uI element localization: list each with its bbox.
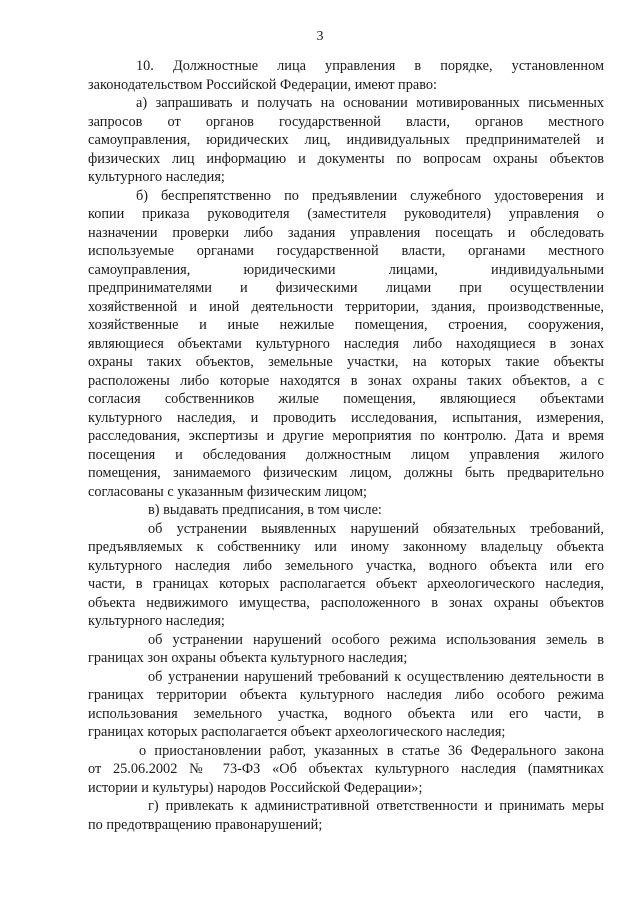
text-line: предпринимателями и физическими лицами при осуществлении: [88, 280, 604, 296]
text-line: культурного наследия, и проводить исследования, испытания, измерения,: [88, 409, 604, 426]
text-line: хозяйственные и иные нежилые помещения, строения, сооружения,: [88, 317, 604, 333]
paragraph: [88, 187, 604, 502]
text-line: охраны таких объектов, земельные участки, на которых такие объекты: [88, 354, 604, 370]
text-line: культурного наследия;: [88, 613, 225, 629]
text-line: объекта недвижимого имущества, расположенного в зонах охраны объектов: [88, 594, 604, 611]
text-line: 10. Должностные лица управления в порядке, установленном: [136, 58, 604, 74]
text-line: расследования, экспертизы и другие мероприятия по контролю. Дата и время: [88, 428, 604, 444]
text-line: о приостановлении работ, указанных в статье 36 Федерального закона: [139, 742, 604, 759]
text-line: самоуправления, юридических лиц, индивидуальных предпринимателей и: [88, 132, 604, 148]
text-line: б) беспрепятственно по предъявлении служебного удостоверения и: [136, 187, 604, 204]
text-line: границах территории объекта культурного наследия либо особого режима: [88, 687, 604, 703]
text-line: границах зон охраны объекта культурного наследия;: [88, 650, 408, 666]
text-line: копии приказа руководителя (заместителя руководителя) управления о: [88, 206, 604, 222]
text-line: законодательством Российской Федерации, имеют право:: [88, 76, 437, 93]
paragraph: [88, 631, 604, 668]
text-line: согласия собственников жилые помещения, являющиеся объектами: [88, 391, 604, 407]
text-line: хозяйственной и иной деятельности территории, здания, производственные,: [88, 298, 604, 315]
text-line: самоуправления, юридическими лицами, индивидуальными: [88, 261, 604, 278]
text-line: предъявляемых к собственнику или иному законному владельцу объекта: [88, 539, 604, 555]
text-line: физических лиц информацию и документы по вопросам охраны объектов: [88, 150, 604, 167]
text-line: помещения, занимаемого физическим лицом, должны быть предварительно: [88, 465, 604, 481]
paragraph: [88, 742, 604, 798]
text-line: посещения и обследования должностным лицом управления жилого: [88, 446, 604, 463]
text-line: г) привлекать к административной ответственности и принимать меры: [148, 798, 604, 814]
paragraph: [88, 94, 604, 187]
text-line: согласованы с указанным физическим лицом;: [88, 483, 368, 500]
text-line: границах которых располагается объект археологического наследия;: [88, 724, 506, 740]
paragraph: [88, 520, 604, 631]
paragraph: [88, 668, 604, 742]
text-line: истории и культуры) народов Российской Федерации»;: [88, 779, 423, 796]
text-line: от 25.06.2002 № 73-ФЗ «Об объектах культурного наследия (памятниках: [88, 761, 604, 777]
text-line: в) выдавать предписания, в том числе:: [148, 502, 382, 518]
text-line: части, в границах которых располагается объект археологического наследия,: [88, 576, 604, 592]
text-line: запросов от органов государственной власти, органов местного: [88, 113, 604, 130]
text-line: используемые органами государственной власти, органами местного: [88, 243, 604, 259]
text-line: назначении проверки либо задания управления посещать и обследовать: [88, 224, 604, 241]
text-line: культурного наследия;: [88, 169, 225, 185]
text-line: культурного наследия либо земельного участка, водного объекта или его: [88, 557, 604, 574]
paragraph: [88, 797, 604, 834]
page-number: 3: [316, 29, 324, 44]
text-line: об устранении нарушений особого режима использования земель в: [148, 631, 604, 648]
document-body: [88, 57, 604, 834]
text-line: расположены либо которые находятся в зонах охраны таких объектов, а с: [88, 372, 604, 389]
text-line: использования земельного участка, водного объекта или его части, в: [88, 705, 604, 722]
paragraph: [88, 57, 604, 94]
text-line: по предотвращению правонарушений;: [88, 816, 323, 833]
text-line: а) запрашивать и получать на основании мотивированных письменных: [136, 95, 604, 111]
text-line: являющиеся объектами культурного наследия либо находящиеся в зонах: [88, 335, 604, 352]
text-line: об устранении выявленных нарушений обязательных требований,: [148, 520, 604, 537]
paragraph: [88, 501, 604, 520]
text-line: об устранении нарушений требований к осуществлению деятельности в: [148, 668, 604, 685]
